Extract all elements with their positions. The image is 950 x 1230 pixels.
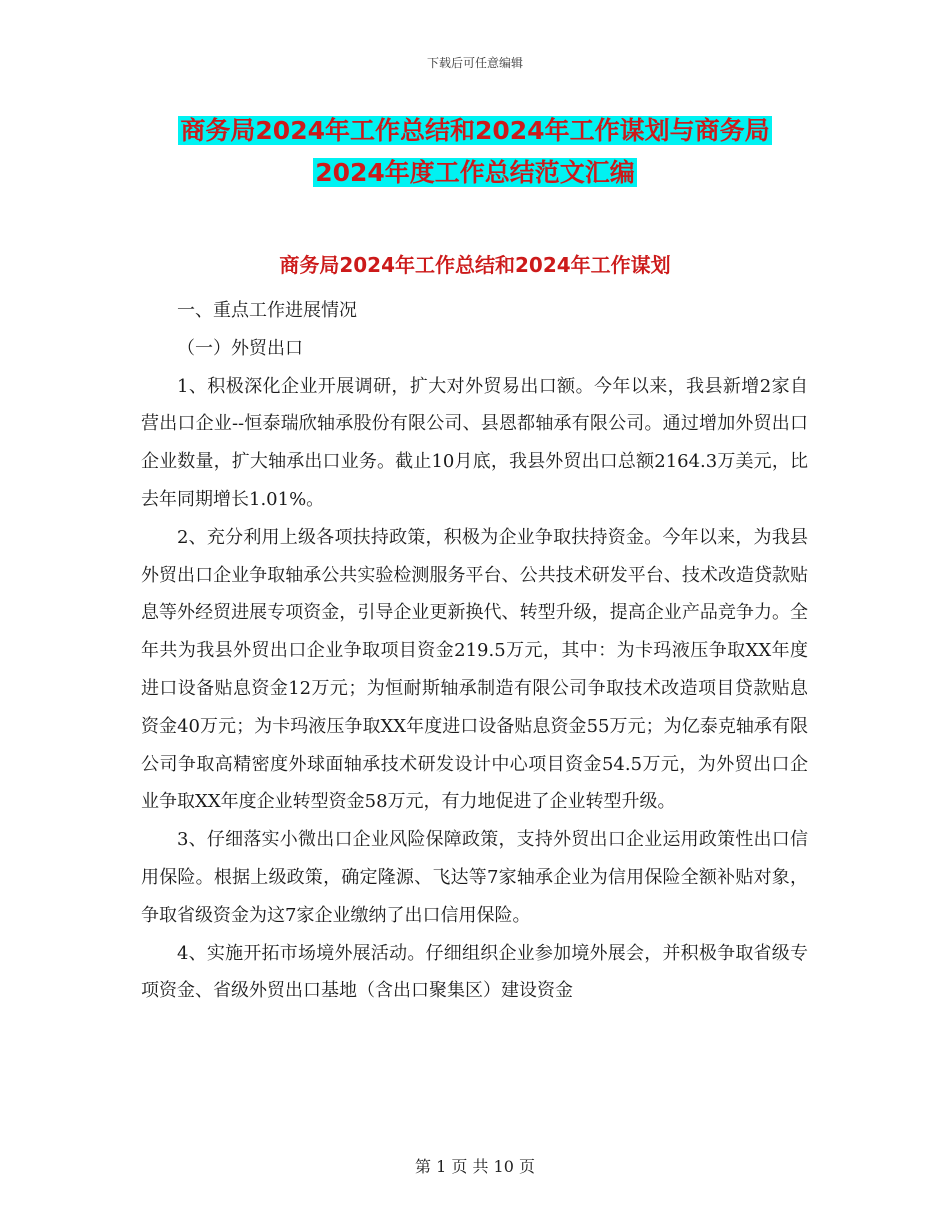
header-note: 下载后可任意编辑: [426, 56, 523, 70]
heading-foreign-trade-export: （一）外贸出口: [177, 337, 303, 359]
paragraph: 2、充分利用上级各项扶持政策，积极为企业争取扶持资金。今年以来，为我县外贸出口企业争取轴承公共实验检测服务平台、公共技术研发平台、技术改造贷款贴息等外经贸进展专项资金，引导企业更新换代、转型升级，提高企业产品竞争力。全年共为我县外贸出口企业争取项目资金219.5万元，其中：为卡玛液压争取XX年度进口设备贴息资金12万元；为恒耐斯轴承制造有限公司争取技术改造项目贷款贴息资金40万元；为卡玛液压争取XX年度进口设备贴息资金55万元；为亿泰克轴承有限公司争取高精密度外球面轴承技术研发设计中心项目资金54.5万元，为外贸出口企业争取XX年度企业转型资金58万元，有力地促进了企业转型升级。: [141, 526, 808, 813]
document-title-line-2: 2024年度工作总结范文汇编: [315, 158, 635, 187]
paragraph: 4、实施开拓市场境外展活动。仔细组织企业参加境外展会，并积极争取省级专项资金、省级外贸出口基地（含出口聚集区）建设资金: [141, 942, 808, 1002]
paragraph: 1、积极深化企业开展调研，扩大对外贸易出口额。今年以来，我县新增2家自营出口企业--恒泰瑞欣轴承股份有限公司、县恩都轴承有限公司。通过增加外贸出口企业数量，扩大轴承出口业务。截止10月底，我县外贸出口总额2164.3万美元，比去年同期增长1.01%。: [141, 375, 808, 510]
document-title: [140, 110, 810, 194]
document-body: [141, 292, 808, 1010]
paragraph: 3、仔细落实小微出口企业风险保障政策，支持外贸出口企业运用政策性出口信用保险。根据上级政策，确定隆源、飞达等7家轴承企业为信用保险全额补贴对象，争取省级资金为这7家企业缴纳了出口信用保险。: [141, 829, 808, 926]
heading-key-work-progress: 一、重点工作进展情况: [177, 300, 357, 321]
document-title-line-1: 商务局2024年工作总结和2024年工作谋划与商务局: [180, 116, 770, 145]
page-number: 第 1 页 共 10 页: [415, 1157, 535, 1176]
section-title: 商务局2024年工作总结和2024年工作谋划: [279, 253, 671, 277]
